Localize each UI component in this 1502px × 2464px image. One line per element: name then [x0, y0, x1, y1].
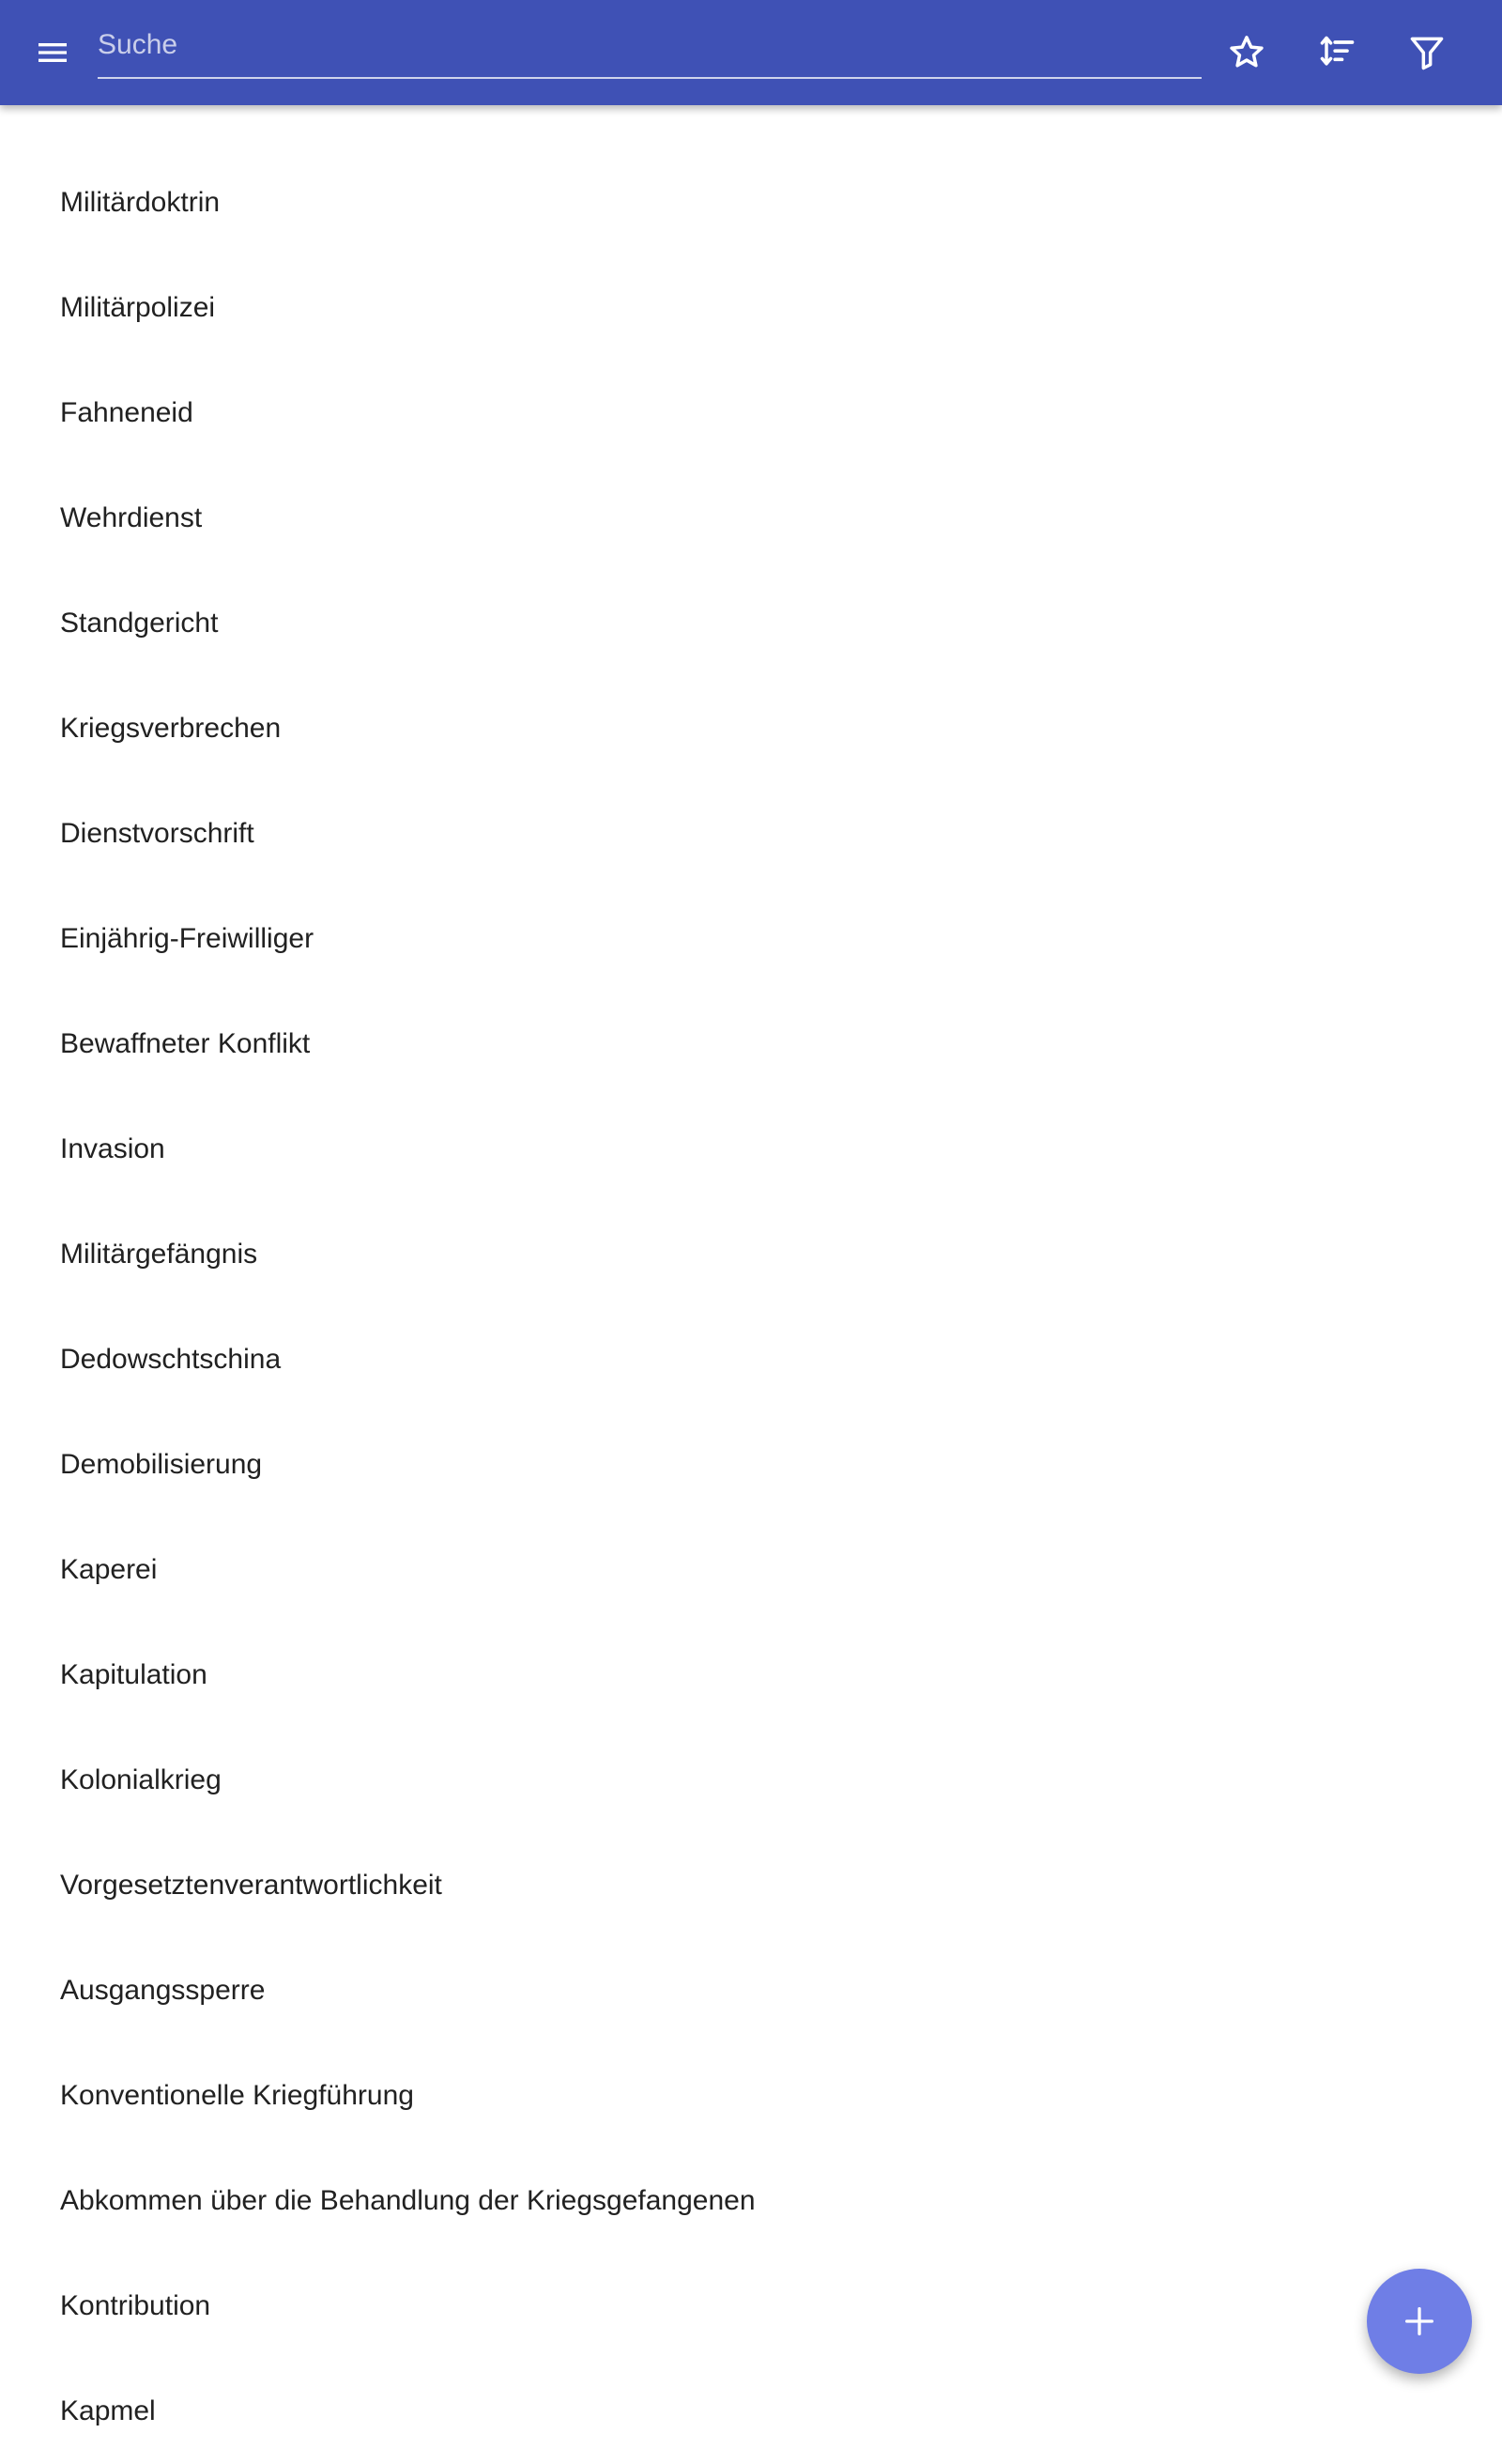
menu-icon [34, 34, 71, 71]
list-item[interactable]: Invasion [60, 1133, 165, 1164]
list-item[interactable]: Kapmel [60, 2395, 156, 2426]
list-item[interactable]: Fahneneid [60, 397, 193, 428]
list-item[interactable]: Demobilisierung [60, 1449, 263, 1480]
favorites-button[interactable] [1220, 26, 1273, 79]
app-bar [0, 0, 1502, 105]
list-item[interactable]: Kapitulation [60, 1659, 207, 1690]
list-item[interactable]: Ausgangssperre [60, 1975, 266, 2006]
list-item[interactable]: Kriegsverbrechen [60, 713, 282, 744]
menu-button[interactable] [26, 26, 79, 79]
sort-button[interactable] [1310, 26, 1363, 79]
search-field[interactable] [98, 19, 1202, 79]
list-item[interactable]: Einjährig-Freiwilliger [60, 923, 314, 954]
search-input[interactable] [98, 19, 1202, 71]
add-button[interactable] [1367, 2269, 1472, 2374]
list-item[interactable]: Standgericht [60, 608, 219, 639]
filter-icon [1406, 32, 1448, 73]
list-item[interactable]: Militärgefängnis [60, 1239, 258, 1270]
list-item[interactable]: Dedowschtschina [60, 1344, 282, 1375]
list-item[interactable]: Abkommen über die Behandlung der Kriegsgefangenen [60, 2185, 756, 2216]
sort-icon [1316, 32, 1357, 73]
term-list [0, 105, 1502, 2464]
list-item[interactable]: Militärdoktrin [60, 187, 221, 218]
list-item[interactable]: Bewaffneter Konflikt [60, 1028, 311, 1059]
list-item[interactable]: Dienstvorschrift [60, 818, 254, 849]
list-item[interactable]: Kolonialkrieg [60, 1764, 222, 1795]
plus-icon [1401, 2302, 1438, 2340]
list-item[interactable]: Vorgesetztenverantwortlichkeit [60, 1870, 442, 1901]
list-item[interactable]: Kaperei [60, 1554, 158, 1585]
filter-button[interactable] [1401, 26, 1453, 79]
list-item[interactable]: Militärpolizei [60, 292, 216, 323]
list-item[interactable]: Konventionelle Kriegführung [60, 2080, 414, 2111]
list-item[interactable]: Kontribution [60, 2290, 211, 2321]
list-item[interactable]: Wehrdienst [60, 502, 203, 533]
star-outline-icon [1226, 32, 1267, 73]
